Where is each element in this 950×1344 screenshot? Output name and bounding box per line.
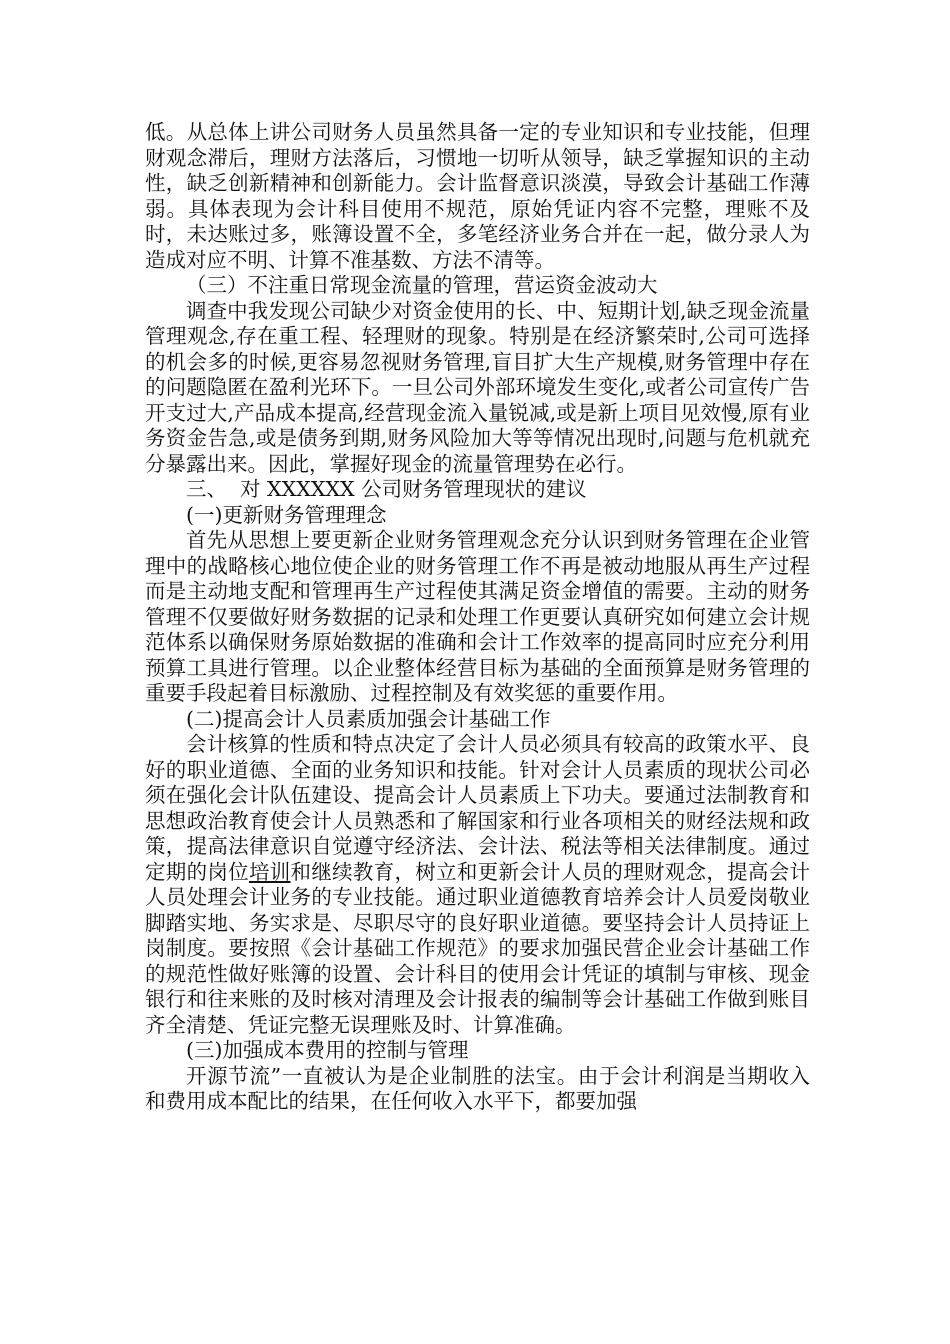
paragraph-staff-quality: [145, 732, 810, 1038]
subheading-staff-quality: (二)提高会计人员素质加强会计基础工作: [186, 706, 551, 731]
subheading-cash-flow: （三）不注重日常现金流量的管理，营运资金波动大: [186, 273, 658, 297]
training-link[interactable]: 培训: [248, 859, 291, 884]
paragraph-cost-control: 开源节流”一直被认为是企业制胜的法宝。由于会计利润是当期收入和费用成本配比的结果，在任何收入水平下，都要加强: [145, 1063, 810, 1113]
paragraph-staff-quality-part1: 会计核算的性质和特点决定了会计人员必须具有较高的政策水平、良好的职业道德、全面的业务知识和技能。针对会计人员素质的现状公司必须在强化会计队伍建设、提高会计人员素质上下功夫。要通过法制教育和思想政治教育使会计人员熟悉和了解国家和行业各项相关的财经法规和政策，提高法律意识自觉遵守经济法、会计法、税法等相关法律制度。通过定期的岗位: [145, 732, 810, 884]
document-body: [145, 120, 810, 1115]
section-heading-suggestions: 三、 对 XXXXXX 公司财务管理现状的建议: [186, 477, 587, 501]
paragraph-update-concept: 首先从思想上要更新企业财务管理观念充分认识到财务管理在企业管理中的战略核心地位使企业的财务管理工作不再是被动地服从再生产过程而是主动地支配和管理再生产过程使其满足资金增值的需要。主动的财务管理不仅要做好财务数据的记录和处理工作更要认真研究如何建立会计规范体系以确保财务原始数据的准确和会计工作效率的提高同时应充分利用预算工具进行管理。以企业整体经营目标为基础的全面预算是财务管理的重要手段起着目标激励、过程控制及有效奖惩的重要作用。: [145, 528, 810, 705]
subheading-cost-control: (三)加强成本费用的控制与管理: [186, 1038, 469, 1062]
subheading-update-concept: (一)更新财务管理理念: [186, 502, 387, 527]
paragraph-continued: 低。从总体上讲公司财务人员虽然具备一定的专业知识和专业技能，但理财观念滞后，理财方法落后，习惯地一切听从领导，缺乏掌握知识的主动性，缺乏创新精神和创新能力。会计监督意识淡漠，导致会计基础工作薄弱。具体表现为会计科目使用不规范，原始凭证内容不完整，理账不及时，未达账过多，账簿设置不全，多笔经济业务合并在一起，做分录人为造成对应不明、计算不准基数、方法不清等。: [145, 120, 810, 272]
paragraph-cash-flow: 调查中我发现公司缺少对资金使用的长、中、短期计划,缺乏现金流量管理观念,存在重工程、轻理财的现象。特别是在经济繁荣时,公司可选择的机会多的时候,更容易忽视财务管理,盲目扩大生产规模,财务管理中存在的问题隐匿在盈利光环下。一旦公司外部环境发生变化,或者公司宣传广告开支过大,产品成本提高,经营现金流入量锐减,或是新上项目见效慢,原有业务资金告急,或是债务到期,财务风险加大等等情况出现时,问题与危机就充分暴露出来。因此，掌握好现金的流量管理势在必行。: [145, 298, 810, 476]
paragraph-staff-quality-part2: 和继续教育，树立和更新会计人员的理财观念，提高会计人员处理会计业务的专业技能。通过职业道德教育培养会计人员爱岗敬业脚踏实地、务实求是、尽职尽守的良好职业道德。要坚持会计人员持证上岗制度。要按照《会计基础工作规范》的要求加强民营企业会计基础工作的规范性做好账簿的设置、会计科目的使用会计凭证的填制与审核、现金银行和往来账的及时核对清理及会计报表的编制等会计基础工作做到账目齐全清楚、凭证完整无误理账及时、计算准确。: [145, 859, 811, 1037]
